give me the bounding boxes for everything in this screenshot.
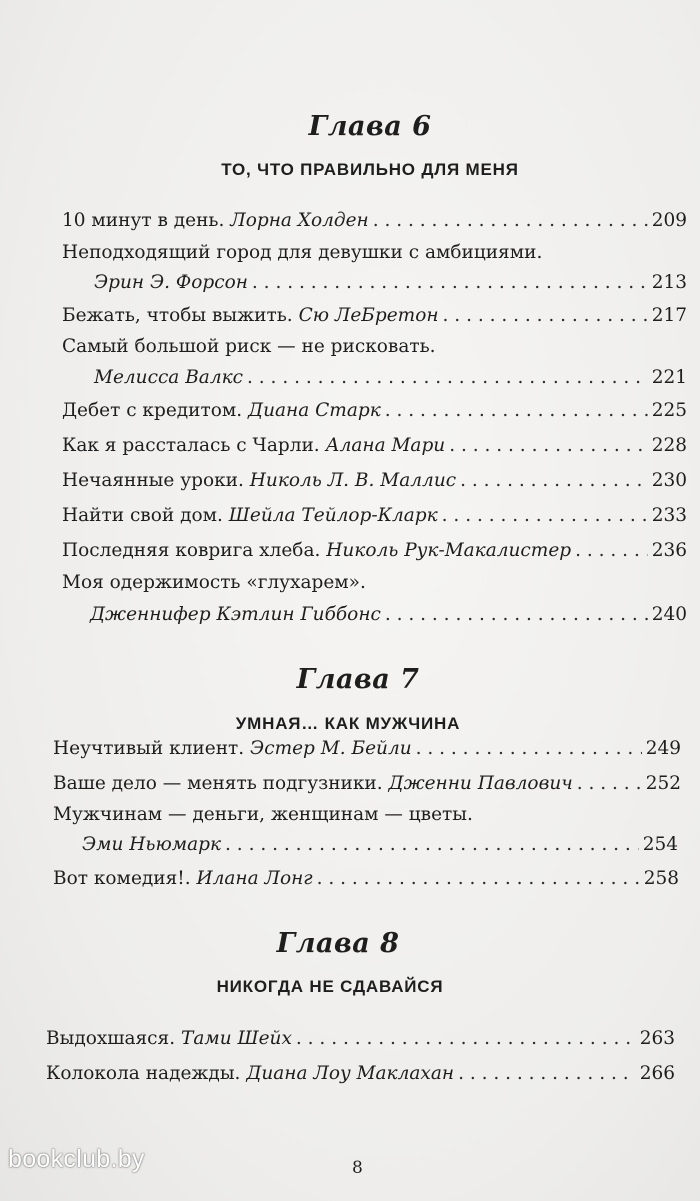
entry-author: Эми Ньюмарк xyxy=(82,834,222,855)
dot-leader xyxy=(442,505,648,526)
entry-title: Как я рассталась с Чарли. xyxy=(62,435,320,456)
dot-leader xyxy=(252,272,648,293)
toc-entry[interactable] xyxy=(53,868,679,889)
dot-leader xyxy=(225,834,639,855)
entry-title: Вот комедия!. xyxy=(53,868,191,889)
entry-page: 263 xyxy=(639,1028,675,1049)
entry-author: Алана Мари xyxy=(325,435,446,456)
dot-leader xyxy=(416,738,642,759)
entry-page: 217 xyxy=(651,305,687,326)
entry-author: Мелисса Валкс xyxy=(94,367,244,388)
dot-leader xyxy=(385,604,648,625)
entry-page: 225 xyxy=(651,400,687,421)
entry-title: Бежать, чтобы выжить. xyxy=(62,305,293,326)
entry-title: Моя одержимость «глухарем». xyxy=(62,572,366,593)
dot-leader xyxy=(460,470,648,491)
entry-title: Неподходящий город для девушки с амбициями. xyxy=(62,242,543,263)
entry-author: Илана Лонг xyxy=(196,868,313,889)
entry-author: Николь Рук-Макалистер xyxy=(326,540,572,561)
chapter-subtitle: УМНАЯ… КАК МУЖЧИНА xyxy=(235,714,461,733)
toc-entry[interactable] xyxy=(46,1028,675,1049)
entry-title: Нечаянные уроки. xyxy=(62,470,244,491)
entry-author: Эстер М. Бейли xyxy=(250,738,412,759)
entry-title: Последняя коврига хлеба. xyxy=(62,540,321,561)
toc-entry[interactable] xyxy=(62,210,687,231)
chapter-title: Глава 6 xyxy=(308,111,432,142)
entry-page: 236 xyxy=(651,540,687,561)
toc-entry[interactable] xyxy=(62,540,687,561)
toc-entry[interactable] xyxy=(94,367,687,388)
entry-page: 249 xyxy=(645,738,681,759)
entry-title: Мужчинам — деньги, женщинам — цветы. xyxy=(53,804,473,825)
toc-entry[interactable] xyxy=(62,305,687,326)
dot-leader xyxy=(373,210,648,231)
entry-title: Дебет с кредитом. xyxy=(62,400,243,421)
dot-leader xyxy=(296,1028,636,1049)
entry-page: 230 xyxy=(651,470,687,491)
chapter-subtitle: НИКОГДА НЕ СДАВАЙСЯ xyxy=(216,977,444,996)
dot-leader xyxy=(449,435,647,456)
entry-author: Тами Шейх xyxy=(180,1028,292,1049)
entry-title: Выдохшаяся. xyxy=(46,1028,176,1049)
toc-entry[interactable] xyxy=(94,272,687,293)
toc-entry[interactable] xyxy=(82,834,678,855)
entry-title: Ваше дело — менять подгузники. xyxy=(53,773,383,794)
entry-page: 252 xyxy=(645,773,681,794)
toc-entry[interactable] xyxy=(62,470,687,491)
toc-entry[interactable] xyxy=(53,738,681,759)
chapter-title: Глава 8 xyxy=(276,928,400,959)
entry-page: 258 xyxy=(643,868,679,889)
entry-page: 266 xyxy=(639,1063,675,1084)
dot-leader xyxy=(458,1063,636,1084)
entry-page: 233 xyxy=(651,505,687,526)
entry-page: 221 xyxy=(651,367,687,388)
entry-author: Николь Л. В. Маллис xyxy=(249,470,457,491)
toc-entry[interactable] xyxy=(90,604,687,625)
chapter-subtitle: ТО, ЧТО ПРАВИЛЬНО ДЛЯ МЕНЯ xyxy=(221,160,519,179)
dot-leader xyxy=(317,868,640,889)
entry-title: Колокола надежды. xyxy=(46,1063,241,1084)
entry-page: 213 xyxy=(651,272,687,293)
dot-leader xyxy=(443,305,648,326)
toc-entry[interactable] xyxy=(62,400,687,421)
entry-author: Дженнифер Кэтлин Гиббонс xyxy=(90,604,381,625)
entry-author: Сю ЛеБретон xyxy=(298,305,439,326)
entry-author: Лорна Холден xyxy=(230,210,369,231)
entry-page: 254 xyxy=(642,834,678,855)
entry-author: Диана Лоу Маклахан xyxy=(246,1063,455,1084)
dot-leader xyxy=(575,540,648,561)
toc-entry[interactable] xyxy=(46,1063,675,1084)
toc-entry[interactable] xyxy=(62,435,687,456)
page-number: 8 xyxy=(352,1158,363,1178)
entry-author: Диана Старк xyxy=(248,400,381,421)
entry-author: Шейла Тейлор-Кларк xyxy=(228,505,438,526)
dot-leader xyxy=(577,773,642,794)
entry-page: 228 xyxy=(651,435,687,456)
entry-title: Найти свой дом. xyxy=(62,505,223,526)
entry-title: 10 минут в день. xyxy=(62,210,225,231)
dot-leader xyxy=(385,400,648,421)
entry-author: Эрин Э. Форсон xyxy=(94,272,248,293)
entry-author: Дженни Павлович xyxy=(388,773,573,794)
chapter-title: Глава 7 xyxy=(296,664,420,695)
toc-entry[interactable] xyxy=(62,505,687,526)
entry-page: 240 xyxy=(651,604,687,625)
site-watermark: bookclub.by xyxy=(8,1145,145,1173)
dot-leader xyxy=(247,367,648,388)
toc-entry[interactable] xyxy=(53,773,681,794)
entry-title: Самый большой риск — не рисковать. xyxy=(62,336,436,357)
entry-page: 209 xyxy=(651,210,687,231)
entry-title: Неучтивый клиент. xyxy=(53,738,245,759)
